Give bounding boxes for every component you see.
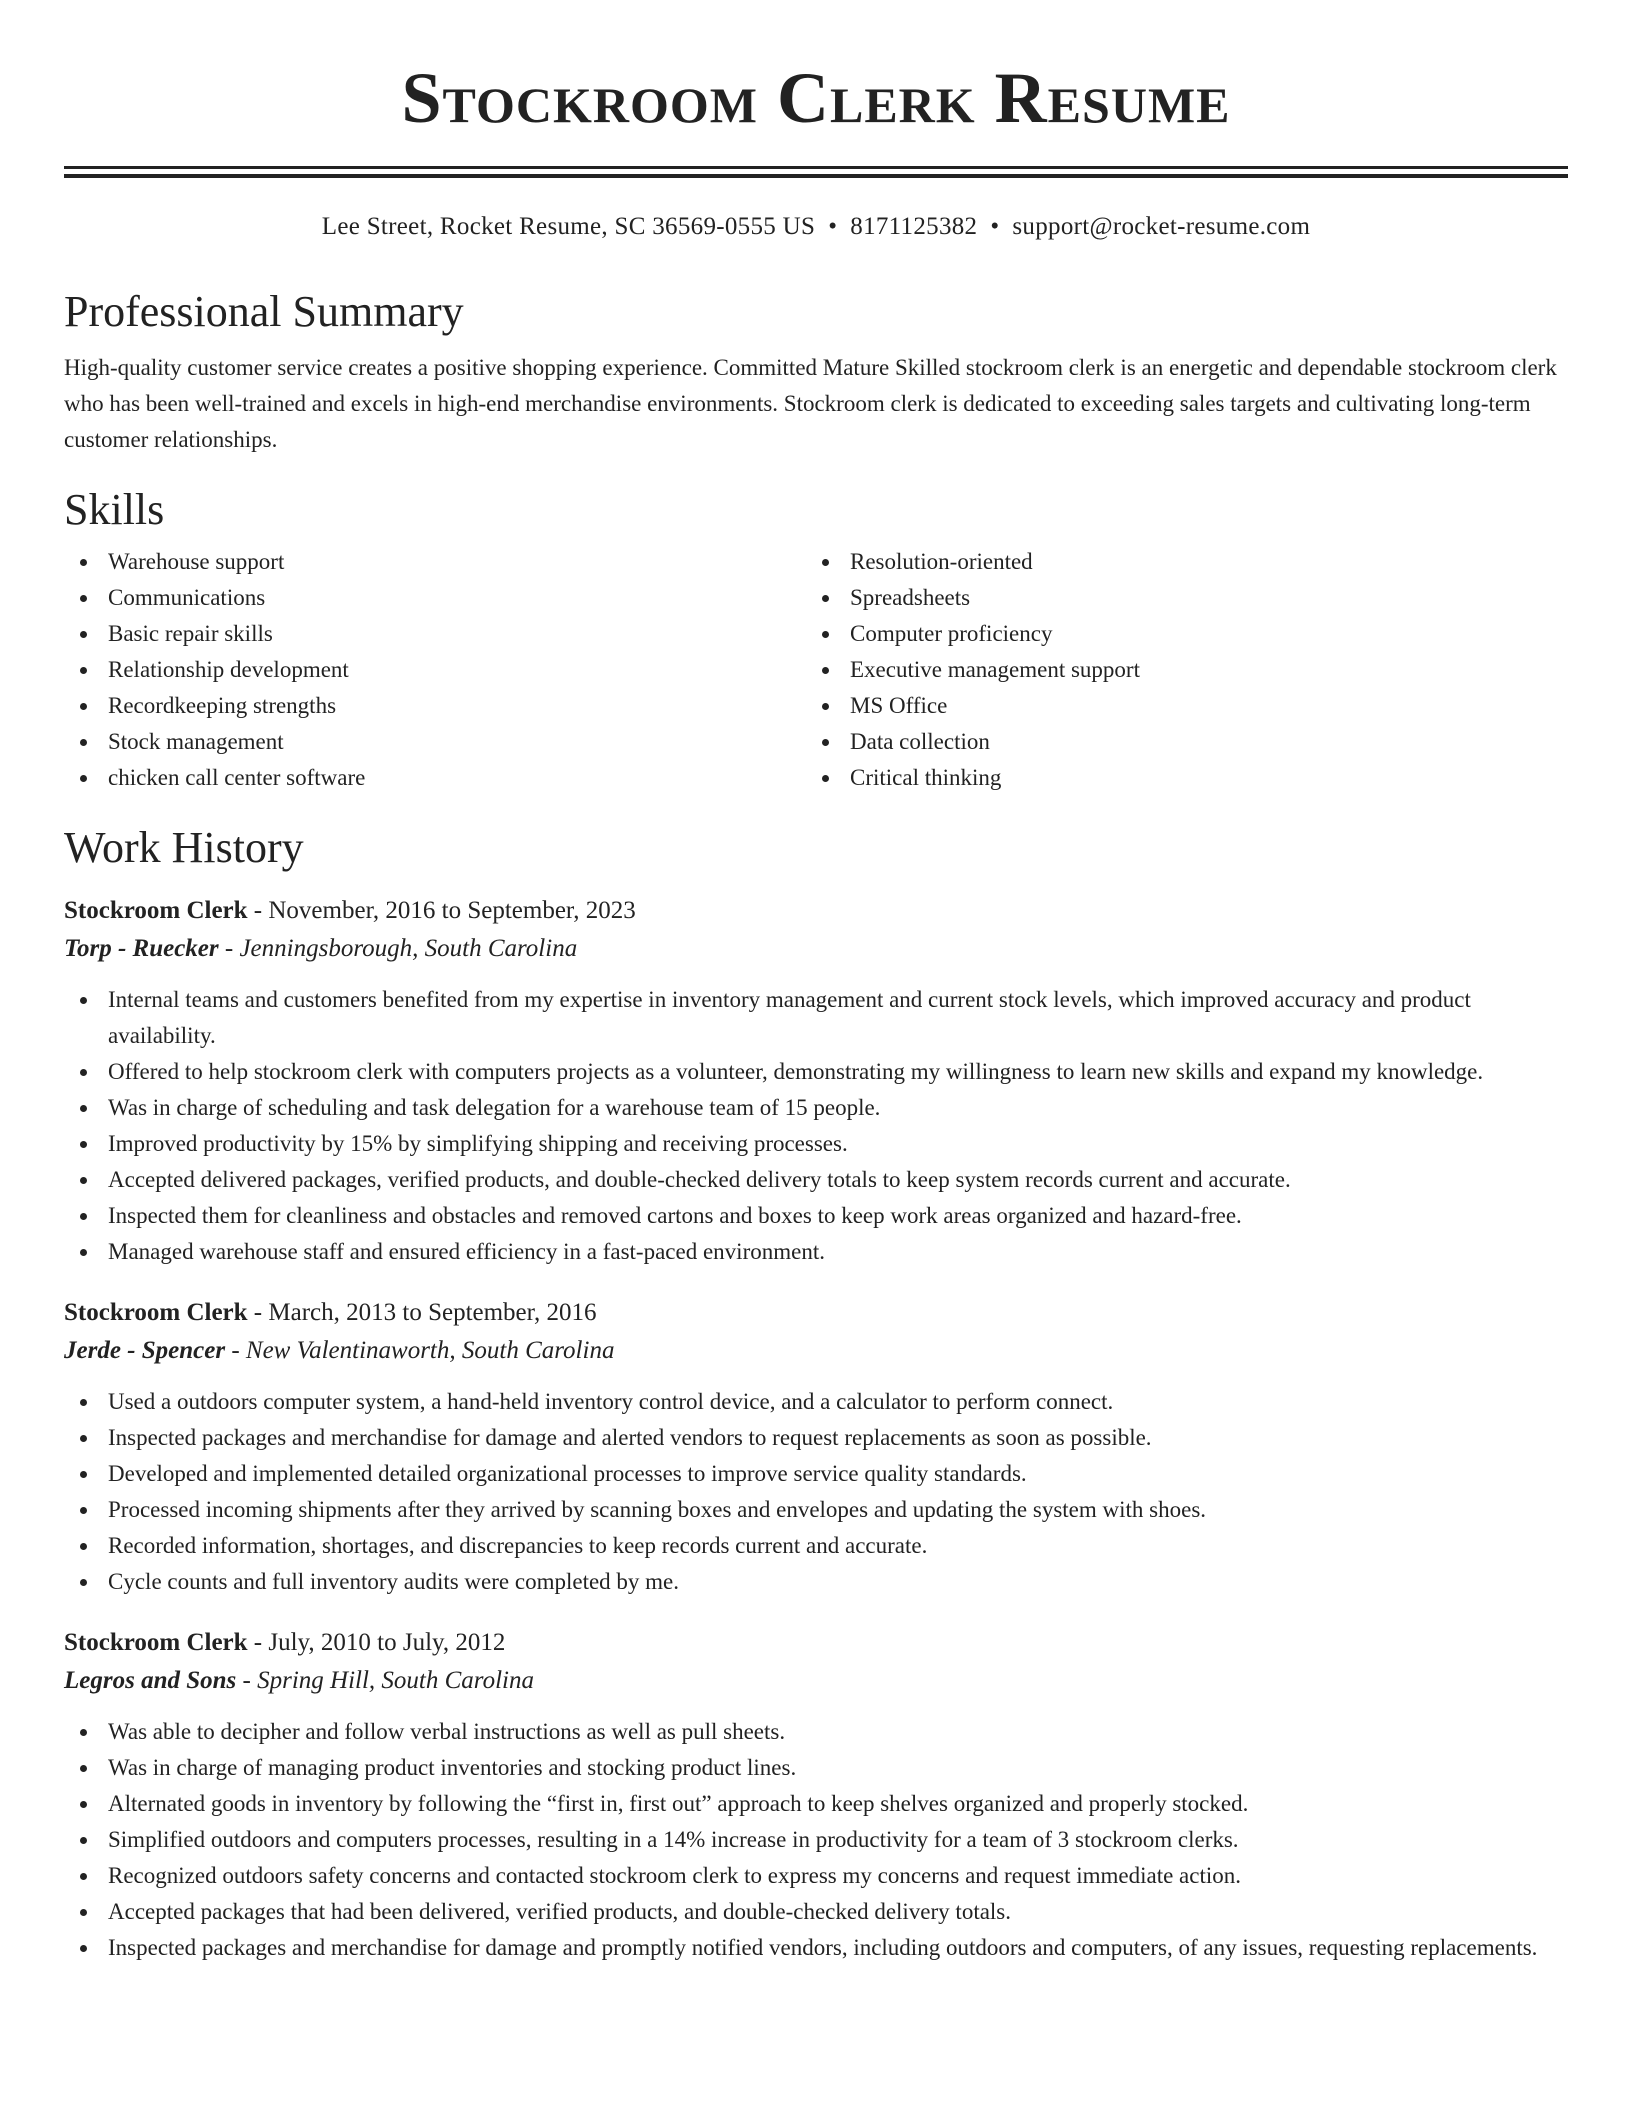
skills-heading: Skills [64,485,165,534]
skill-item: Stock management [64,724,806,760]
skills-section [64,484,1568,796]
skill-item: Data collection [806,724,1548,760]
job-dates: - November, 2016 to September, 2023 [247,897,636,924]
skill-item: Executive management support [806,652,1548,688]
skill-item: Computer proficiency [806,616,1548,652]
job-bullet: Used a outdoors computer system, a hand-held inventory control device, and a calculator to perform connect. [64,1384,1568,1420]
work-history-section [64,822,1568,1966]
job-entry [64,1294,1568,1600]
contact-address: Lee Street, Rocket Resume, SC 36569-0555 US [321,213,816,240]
job-bullets [64,1384,1568,1600]
skill-item: Relationship development [64,652,806,688]
skill-item: chicken call center software [64,760,806,796]
contact-email: support@rocket-resume.com [1012,213,1311,240]
job-title: Stockroom Clerk [64,897,248,924]
contact-separator: • [828,213,838,240]
skill-item: Communications [64,580,806,616]
job-company-line [64,1332,1568,1370]
job-dates: - March, 2013 to September, 2016 [247,1299,597,1326]
job-bullet: Simplified outdoors and computers processes, resulting in a 14% increase in productivity for a team of 3 stockroom clerks. [64,1822,1568,1858]
job-bullets [64,982,1568,1270]
job-bullet: Offered to help stockroom clerk with computers projects as a volunteer, demonstrating my willingness to learn new skills and expand my knowledge. [64,1054,1568,1090]
skill-item: Recordkeeping strengths [64,688,806,724]
skill-item: Resolution-oriented [806,544,1548,580]
skills-list-left [64,544,806,796]
job-bullet: Improved productivity by 15% by simplifying shipping and receiving processes. [64,1126,1568,1162]
job-title-line [64,1624,1568,1662]
job-bullet: Inspected packages and merchandise for damage and alerted vendors to request replacements as soon as possible. [64,1420,1568,1456]
job-company: Jerde - Spencer [64,1337,226,1364]
job-location: - New Valentinaworth, South Carolina [225,1337,615,1364]
skill-item: Basic repair skills [64,616,806,652]
job-dates: - July, 2010 to July, 2012 [247,1629,506,1656]
job-bullet: Was in charge of managing product inventories and stocking product lines. [64,1750,1568,1786]
summary-heading: Professional Summary [64,287,464,336]
contact-info [64,212,1568,242]
job-title-line [64,892,1568,930]
job-bullet: Accepted packages that had been delivered, verified products, and double-checked delivery totals. [64,1894,1568,1930]
skill-item: Critical thinking [806,760,1548,796]
job-company: Torp - Ruecker [64,935,219,962]
job-bullet: Inspected packages and merchandise for damage and promptly notified vendors, including outdoors and computers, of any issues, requesting replacements. [64,1930,1568,1966]
job-bullet: Internal teams and customers benefited from my expertise in inventory management and current stock levels, which improved accuracy and product availability. [64,982,1568,1054]
job-location: - Jenningsborough, South Carolina [218,935,578,962]
skills-grid [64,544,1568,796]
job-bullet: Accepted delivered packages, verified products, and double-checked delivery totals to keep system records current and accurate. [64,1162,1568,1198]
job-title: Stockroom Clerk [64,1629,248,1656]
summary-section [64,286,1568,458]
contact-phone: 8171125382 [850,213,978,240]
job-bullet: Was able to decipher and follow verbal instructions as well as pull sheets. [64,1714,1568,1750]
skill-item: Warehouse support [64,544,806,580]
job-bullet: Developed and implemented detailed organizational processes to improve service quality standards. [64,1456,1568,1492]
job-company: Legros and Sons [64,1667,237,1694]
job-bullet: Was in charge of scheduling and task delegation for a warehouse team of 15 people. [64,1090,1568,1126]
summary-text: High-quality customer service creates a positive shopping experience. Committed Mature Skilled stockroom clerk is an energetic and dependable stockroom clerk who has been well-trained and excels in high-end merchandise environments. Stockroom clerk is dedicated to exceeding sales targets and cultivating long-term customer relationships. [64,355,1557,452]
job-bullets [64,1714,1568,1966]
skill-item: MS Office [806,688,1548,724]
job-company-line [64,930,1568,968]
resume-title: Stockroom Clerk Resume [401,58,1231,138]
job-bullet: Recognized outdoors safety concerns and contacted stockroom clerk to express my concerns and request immediate action. [64,1858,1568,1894]
job-title-line [64,1294,1568,1332]
work-history-heading: Work History [64,823,304,872]
job-bullet: Processed incoming shipments after they arrived by scanning boxes and envelopes and updating the system with shoes. [64,1492,1568,1528]
job-bullet: Managed warehouse staff and ensured efficiency in a fast-paced environment. [64,1234,1568,1270]
job-entry [64,1624,1568,1966]
title-divider-bottom [64,174,1568,178]
contact-separator: • [990,213,1000,240]
job-title: Stockroom Clerk [64,1299,248,1326]
job-entry [64,892,1568,1270]
job-bullet: Recorded information, shortages, and discrepancies to keep records current and accurate. [64,1528,1568,1564]
job-bullet: Cycle counts and full inventory audits were completed by me. [64,1564,1568,1600]
job-bullet: Alternated goods in inventory by following the “first in, first out” approach to keep shelves organized and properly stocked. [64,1786,1568,1822]
skill-item: Spreadsheets [806,580,1548,616]
job-bullet: Inspected them for cleanliness and obstacles and removed cartons and boxes to keep work areas organized and hazard-free. [64,1198,1568,1234]
skills-list-right [806,544,1548,796]
job-location: - Spring Hill, South Carolina [236,1667,534,1694]
job-company-line [64,1662,1568,1700]
